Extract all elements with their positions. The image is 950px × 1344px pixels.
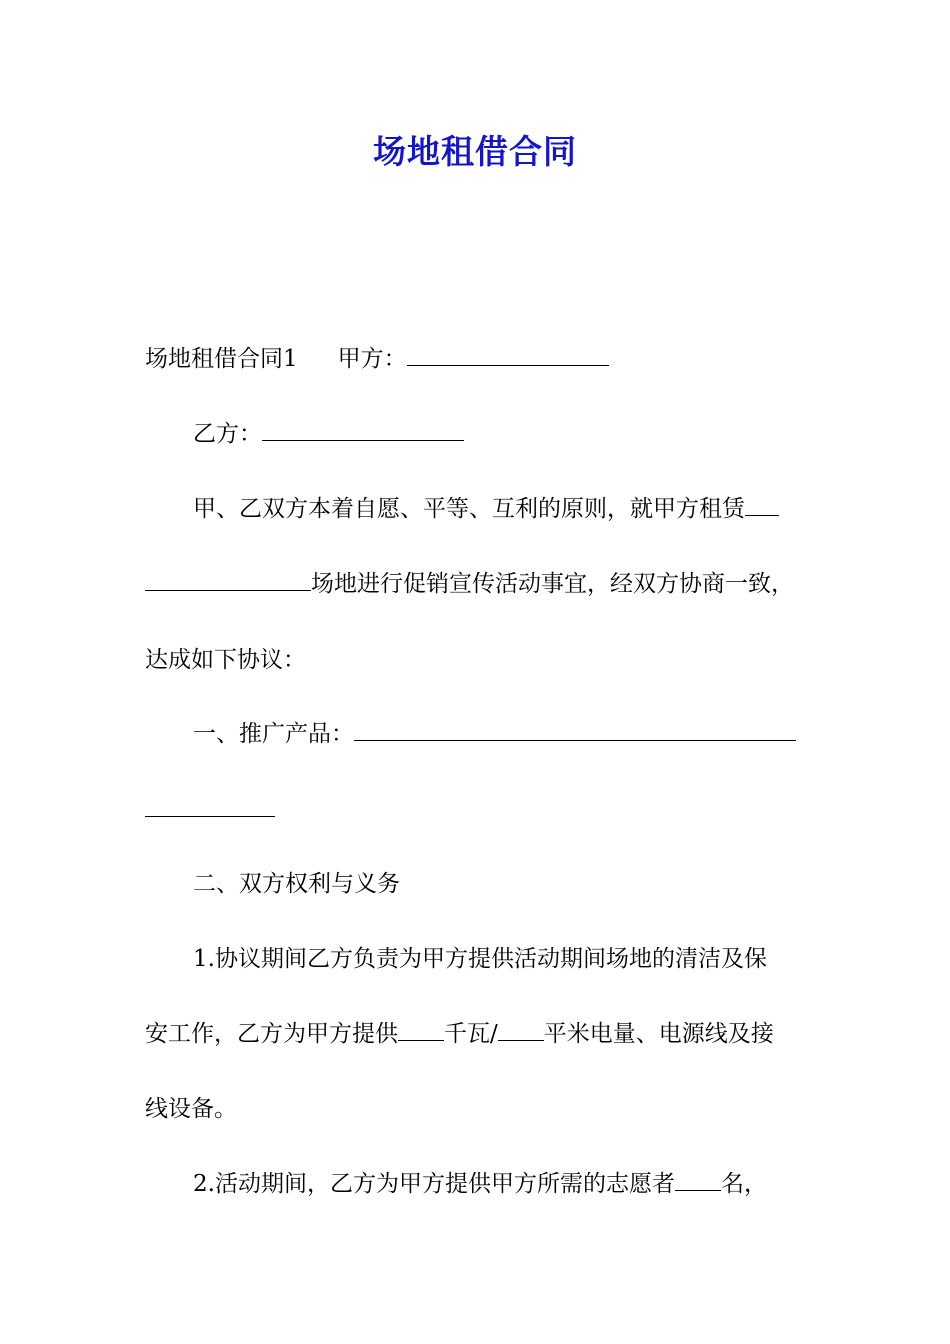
line-clause-1b	[145, 1016, 774, 1052]
line-preamble-3	[145, 642, 306, 678]
section-2-heading: 二、双方权利与义务	[193, 871, 400, 897]
preamble-text-1: 甲、乙双方本着自愿、平等、互利的原则，就甲方租赁	[193, 496, 745, 522]
kilowatt-blank	[398, 1016, 444, 1041]
contract-heading: 场地租借合同1	[145, 346, 298, 372]
product-label: 一、推广产品：	[193, 721, 354, 747]
clause-2-text-2: 名，	[720, 1171, 767, 1197]
line-party-a	[145, 341, 609, 377]
section-heading-rights	[193, 866, 400, 902]
venue-blank-2	[145, 566, 311, 591]
party-a-blank	[407, 341, 609, 366]
line-preamble-2	[145, 566, 794, 602]
clause-1-unit: 千瓦/	[444, 1021, 498, 1047]
clause-1-text-4: 线设备。	[145, 1096, 237, 1122]
line-party-b	[193, 416, 464, 452]
preamble-text-3: 达成如下协议：	[145, 647, 306, 673]
product-blank-2	[145, 792, 275, 817]
product-blank-1	[354, 716, 796, 741]
party-a-label: 甲方：	[337, 346, 407, 372]
preamble-text-2: 场地进行促销宣传活动事宜，经双方协商一致，	[311, 571, 794, 597]
clause-1-text-2: 安工作，乙方为甲方提供	[145, 1021, 398, 1047]
volunteer-count-blank	[675, 1166, 721, 1191]
area-blank	[498, 1016, 544, 1041]
clause-1-text-1: 1.协议期间乙方负责为甲方提供活动期间场地的清洁及保	[193, 946, 767, 972]
clause-1-text-3: 平米电量、电源线及接	[543, 1021, 774, 1047]
line-clause-2	[193, 1166, 767, 1202]
line-clause-1a	[193, 941, 767, 977]
line-product-continued	[145, 792, 275, 828]
line-clause-1c	[145, 1091, 237, 1127]
venue-blank-1	[745, 491, 779, 516]
party-b-blank	[262, 416, 464, 441]
clause-2-text-1: 2.活动期间，乙方为甲方提供甲方所需的志愿者	[193, 1171, 675, 1197]
line-preamble-1	[193, 491, 779, 527]
party-b-label: 乙方：	[193, 421, 262, 447]
document-title: 场地租借合同	[373, 132, 577, 171]
line-product	[193, 716, 796, 752]
